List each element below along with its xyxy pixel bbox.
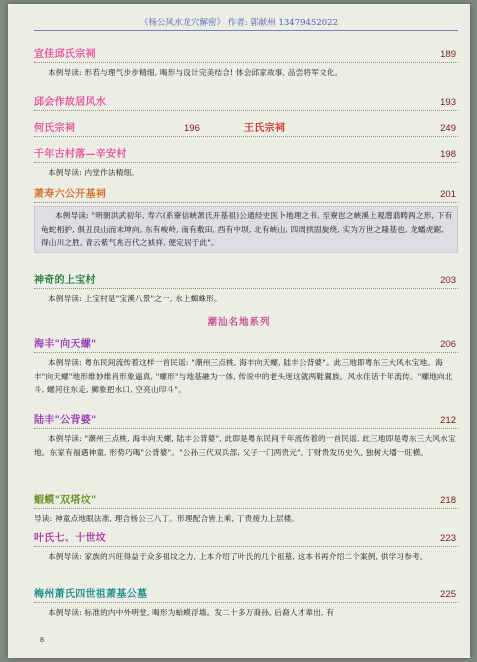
document-page bbox=[8, 4, 470, 658]
toc-title-row bbox=[34, 148, 458, 163]
toc-title-row bbox=[34, 96, 458, 111]
toc-description: 本例导读: "潮州三点桃, 海丰向天螺, 陆丰公背婆", 此即是粤东民间千年流传着的一首民谣, 此三地即是粤东三大风水宝地。东家有福遇神童, 形势巧喝"公背婆"。"公孙三代双兵部, 父子一门两贵元", 丁财贵发历史久, 独树大墦一旺横。 bbox=[34, 434, 456, 457]
toc-title: 蝦蟆"双塔坟" bbox=[34, 495, 97, 506]
toc-description: 本例导读: 内堂作法精细。 bbox=[48, 168, 140, 177]
toc-entry-pair bbox=[34, 122, 458, 137]
toc-page-number: 198 bbox=[440, 149, 456, 160]
toc-page-number: 193 bbox=[440, 97, 456, 108]
toc-page-number: 203 bbox=[440, 275, 456, 286]
toc-title-row bbox=[34, 338, 458, 353]
toc-title-row bbox=[34, 588, 458, 603]
toc-description: 本例导读: 上宝村是"宝溪八景"之一, 水上蜘蛛形。 bbox=[48, 294, 222, 303]
toc-entry bbox=[34, 494, 458, 526]
toc-title-row bbox=[34, 188, 458, 203]
toc-entry bbox=[34, 48, 458, 80]
toc-description: 本例导读: 标准的内中外明堂, 喝形为蛤蟆浮墙。发二十多万裔孙, 后裔人才辈出, 有 bbox=[48, 608, 335, 617]
toc-title: 王氏宗祠 bbox=[244, 123, 286, 134]
toc-title-row bbox=[34, 414, 458, 429]
toc-title: 邱会作故居风水 bbox=[34, 97, 107, 108]
toc-page-number: 218 bbox=[440, 495, 456, 506]
toc-description: 本例导读: 粤东民间流传着这样一首民谣: "潮州三点桃, 海丰向天螺, 陆丰公背婆"。此三地即粤东三大风水宝地。海丰"向天螺"地形维妙维肖形象逼真, "螺形"与地基融为一体, 传说中的老头迷这就两鞋翼族。风水佳话千年流传。"螺地向北斗, 螺河往东走, 狮象把水口, 空亮山印斗"。 bbox=[34, 358, 453, 394]
toc-entry bbox=[34, 532, 458, 564]
toc-entry bbox=[34, 188, 458, 253]
toc-title: 神奇的上宝村 bbox=[34, 275, 96, 286]
toc-title: 萧寿六公开基祠 bbox=[34, 189, 107, 200]
toc-description: 本例导读: "明朝洪武初年, 寿六(系寮信峡萧氏开基祖)公通经史医卜地理之书, 至寮岜之峡溪上观澧翡畴两之形, 下有龟蛇相护, 俱丑艮山而未坤向, 东有峻岭, 南有敷田, 西有中坝, 北有峡山, 四周拱固旋绕, 实为万世之隆基也, 龙蟠虎踞, 得山川之胜, 青云紫气兆百代之祯祥, 便定居于此"。 bbox=[34, 206, 458, 253]
toc-page-number: 201 bbox=[440, 189, 456, 200]
toc-entry bbox=[34, 414, 458, 459]
toc-title-row bbox=[34, 494, 458, 509]
toc-entry bbox=[34, 274, 458, 306]
toc-entry bbox=[34, 148, 458, 180]
toc-description: 本例导读: 形若与理气步步精细, 喝形与设计完美结合! 体会邱家故事, 品尝将军文化。 bbox=[48, 68, 343, 77]
toc-entry bbox=[34, 96, 458, 111]
toc-title-row bbox=[34, 48, 458, 63]
toc-title: 何氏宗祠 bbox=[34, 123, 76, 134]
toc-entry bbox=[34, 588, 458, 620]
toc-title: 宜佳邱氏宗祠 bbox=[34, 49, 96, 60]
toc-title: 叶氏七、十世坟 bbox=[34, 533, 107, 544]
toc-page-number: 223 bbox=[440, 533, 456, 544]
toc-page-number: 206 bbox=[440, 339, 456, 350]
toc-page-number: 212 bbox=[440, 415, 456, 426]
toc-description: 导读: 神童点地眼法准, 理合杨公三八丁。形理配合皆上乘, 丁贵接力上层楼。 bbox=[34, 514, 300, 523]
toc-page-number: 225 bbox=[440, 589, 456, 600]
running-header: 《杨公风水龙穴解密》 作者: 郭献州 13479452022 bbox=[140, 18, 338, 28]
section-heading: 潮汕名地系列 bbox=[207, 317, 271, 328]
toc-description: 本例导读: 家族的兴旺得益于众多祖坟之力, 上本介绍了叶氏的几个祖墓, 这本书再介绍二个案例, 供学习参考。 bbox=[48, 552, 428, 561]
toc-title-row bbox=[34, 532, 458, 547]
toc-title: 海丰"向天螺" bbox=[34, 339, 97, 350]
header-rule bbox=[34, 30, 458, 31]
toc-entry bbox=[34, 338, 458, 397]
toc-page-number: 249 bbox=[440, 123, 456, 134]
toc-title: 陆丰"公背婆" bbox=[34, 415, 97, 426]
toc-page-number: 196 bbox=[184, 123, 200, 134]
toc-title-row bbox=[34, 274, 458, 289]
page-number: 8 bbox=[40, 637, 44, 644]
toc-title: 千年古村落—辛安村 bbox=[34, 149, 127, 160]
toc-title: 梅州萧氏四世祖萧基公墓 bbox=[34, 589, 148, 600]
toc-title-row bbox=[34, 122, 458, 137]
toc-page-number: 189 bbox=[440, 49, 456, 60]
